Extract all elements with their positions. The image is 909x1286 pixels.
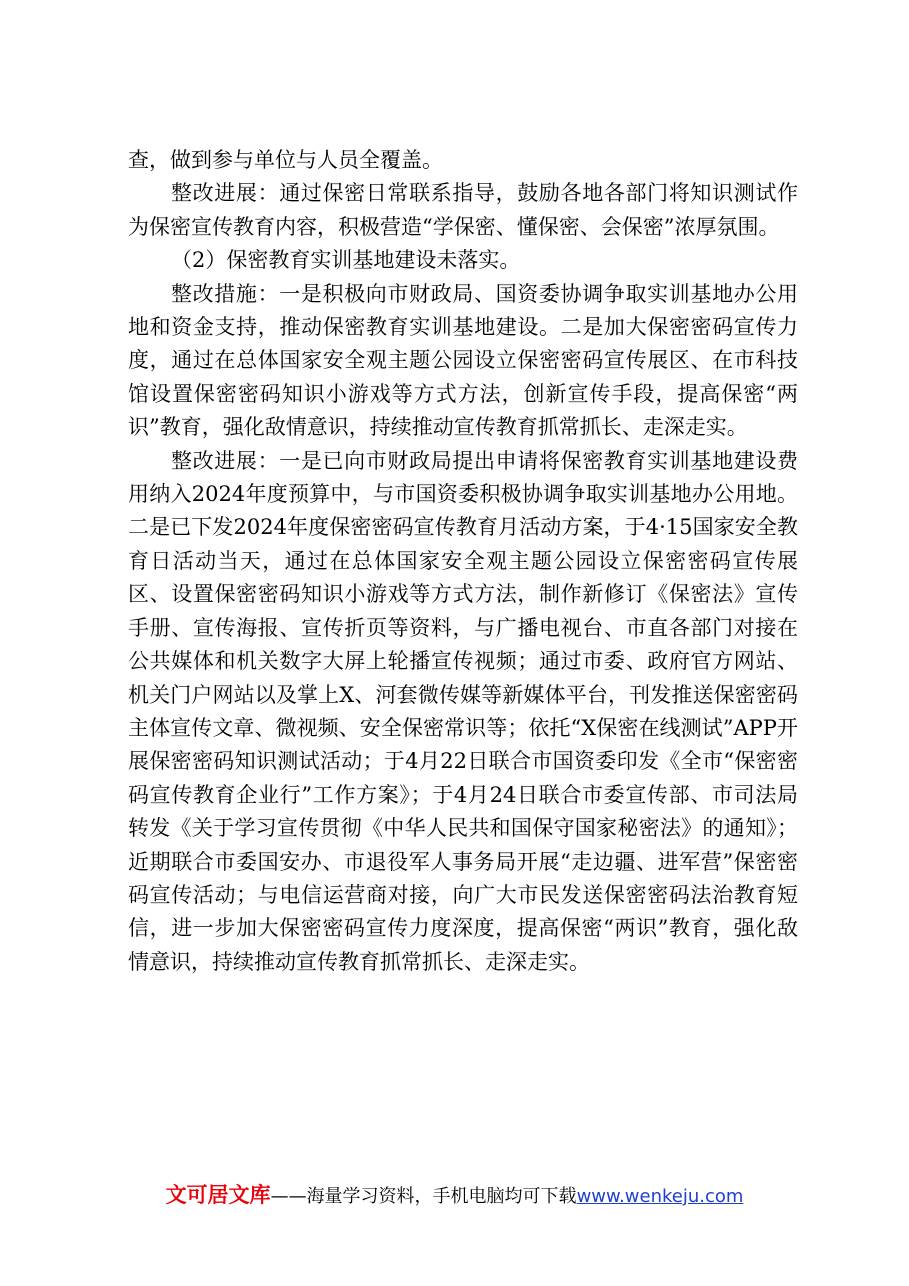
document-body (128, 144, 798, 979)
paragraph-progress-1: 整改进展：通过保密日常联系指导，鼓励各地各部门将知识测试作为保密宣传教育内容，积极营造“学保密、懂保密、会保密”浓厚氛围。 (128, 181, 798, 239)
footer-banner (0, 1180, 909, 1212)
footer-brand: 文可居文库 (165, 1183, 271, 1207)
footer-slogan: ——海量学习资料，手机电脑均可下载 (270, 1186, 577, 1207)
footer-site-link[interactable]: www.wenkeju.com (576, 1186, 744, 1207)
paragraph-progress-2: 整改进展：一是已向市财政局提出申请将保密教育实训基地建设费用纳入2024年度预算中，与市国资委积极协调争取实训基地办公用地。二是已下发2024年度保密密码宣传教育月活动方案，于4·15国家安全教育日活动当天，通过在总体国家安全观主题公园设立保密密码宣传展区、设置保密密码知识小游戏等方式方法，制作新修订《保密法》宣传手册、宣传海报、宣传折页等资料，与广播电视台、市直各部门对接在公共媒体和机关数字大屏上轮播宣传视频；通过市委、政府官方网站、机关门户网站以及掌上X、河套微传媒等新媒体平台，刊发推送保密密码主体宣传文章、微视频、安全保密常识等；依托“X保密在线测试”APP开展保密密码知识测试活动；于4月22日联合市国资委印发《全市“保密密码宣传教育企业行”工作方案》；于4月24日联合市委宣传部、市司法局转发《关于学习宣传贯彻《中华人民共和国保守国家秘密法》的通知》；近期联合市委国安办、市退役军人事务局开展“走边疆、进军营”保密密码宣传活动；与电信运营商对接，向广大市民发送保密密码法治教育短信，进一步加大保密密码宣传力度深度，提高保密“两识”教育，强化敌情意识，持续推动宣传教育抓常抓长、走深走实。 (128, 448, 798, 974)
paragraph-measures: 整改措施：一是积极向市财政局、国资委协调争取实训基地办公用地和资金支持，推动保密教育实训基地建设。二是加大保密密码宣传力度，通过在总体国家安全观主题公园设立保密密码宣传展区、在市科技馆设置保密密码知识小游戏等方式方法，创新宣传手段，提高保密“两识”教育，强化敌情意识，持续推动宣传教育抓常抓长、走深走实。 (128, 281, 798, 440)
section-subheading: （2）保密教育实训基地建设未落实。 (171, 248, 521, 273)
paragraph-continuation: 查，做到参与单位与人员全覆盖。 (128, 148, 443, 172)
